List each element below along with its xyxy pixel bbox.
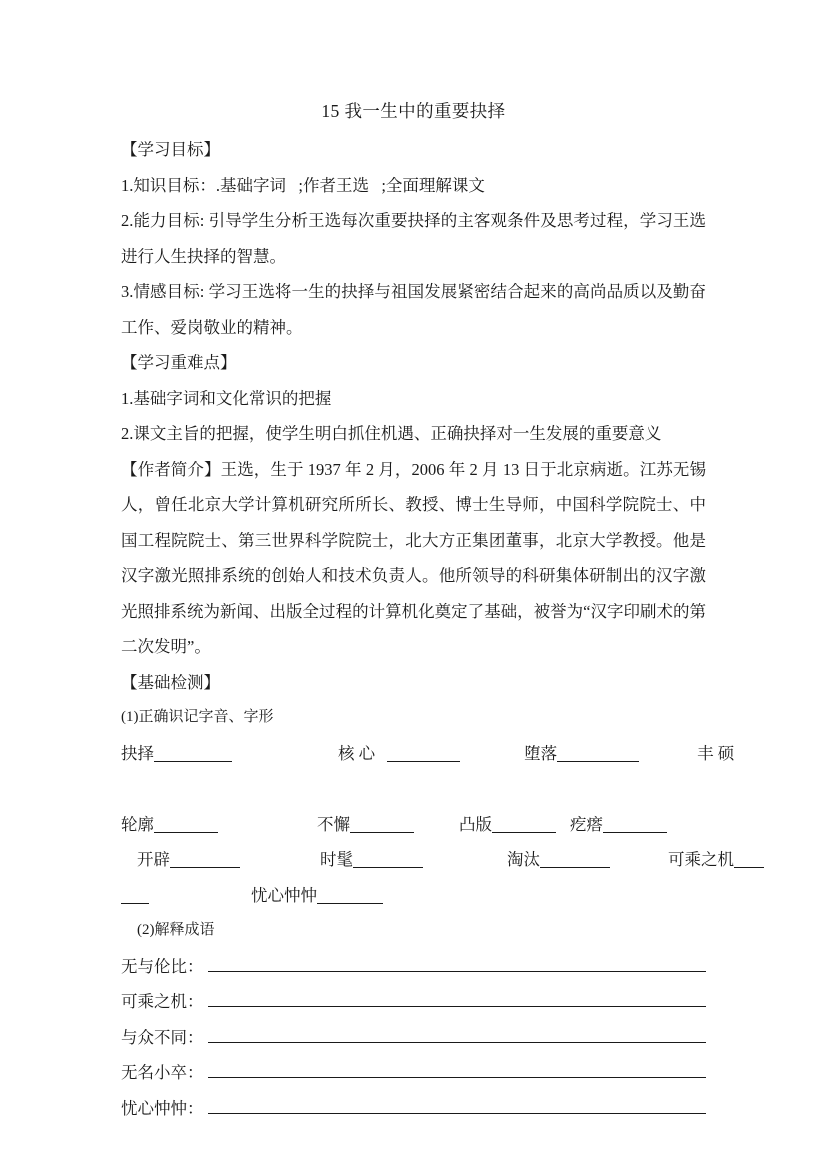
vocab-row-1 (121, 736, 735, 772)
idiom-row (121, 984, 706, 1020)
page-title: 15 我一生中的重要抉择 (321, 101, 506, 121)
vocab-blank[interactable] (734, 867, 764, 868)
idiom-answer-blank[interactable] (208, 991, 707, 1007)
vocab-row-3 (121, 842, 734, 878)
task-label-pronunciation: (1)正确识记字音、字形 (121, 709, 274, 725)
idiom-term: 可乘之机： (121, 992, 204, 1011)
vocab-blank[interactable] (350, 832, 414, 833)
vocab-word: 丰 硕 (697, 743, 735, 763)
document-body (121, 96, 735, 1126)
vocab-row-2 (121, 807, 706, 843)
idiom-term: 与众不同： (121, 1027, 204, 1047)
vocab-word: 开辟 (137, 850, 170, 869)
vocab-word: 核 心 (338, 743, 376, 763)
objective-item-1: 1.知识目标：.基础字词 ;作者王选 ;全面理解课文 (121, 175, 485, 195)
vocab-row-4 (121, 878, 706, 914)
idiom-term: 无与伦比： (121, 956, 204, 976)
keypoint-item-1: 1.基础字词和文化常识的把握 (121, 388, 332, 408)
vocab-blank-continuation[interactable] (121, 903, 149, 904)
section-heading-keypoints: 【学习重难点】 (121, 353, 237, 372)
vocab-word: 忧心忡忡 (251, 885, 317, 905)
objective-item-2: 2.能力目标: 引导学生分析王选每次重要抉择的主客观条件及思考过程，学习王选进行人生抉择的智慧。 (121, 211, 706, 266)
vocab-word: 时髦 (320, 850, 353, 869)
vocab-word: 不懈 (317, 814, 350, 834)
idiom-row (121, 1055, 706, 1091)
vocab-spacer (121, 771, 706, 807)
vocab-word: 淘汰 (507, 850, 540, 869)
vocab-blank[interactable] (540, 867, 610, 868)
author-bio-paragraph (121, 452, 706, 665)
vocab-blank[interactable] (154, 761, 232, 762)
vocab-blank[interactable] (387, 761, 460, 762)
task-label-idioms: (2)解释成语 (137, 922, 215, 938)
section-heading-objectives: 【学习目标】 (121, 140, 220, 159)
vocab-blank[interactable] (492, 832, 556, 833)
vocab-blank[interactable] (170, 867, 240, 868)
idiom-answer-blank[interactable] (208, 1062, 707, 1078)
idiom-answer-blank[interactable] (208, 956, 707, 972)
idiom-term: 无名小卒： (121, 1063, 204, 1082)
idiom-answer-blank[interactable] (208, 1027, 707, 1043)
vocab-blank[interactable] (603, 832, 667, 833)
vocab-word: 堕落 (524, 743, 558, 763)
vocab-word: 可乘之机 (668, 850, 734, 869)
idiom-term: 忧心忡忡： (121, 1098, 204, 1118)
idiom-row (121, 1091, 706, 1127)
idiom-row (121, 949, 706, 985)
vocab-word: 轮廓 (121, 814, 154, 834)
objective-item-3: 3.情感目标: 学习王选将一生的抉择与祖国发展紧密结合起来的高尚品质以及勤奋工作、爱岗敬业的精神。 (121, 282, 706, 337)
vocab-word: 凸版 (459, 814, 492, 834)
author-bio-heading: 【作者简介】 (121, 459, 221, 479)
idiom-answer-blank[interactable] (208, 1098, 707, 1114)
vocab-word: 疙瘩 (570, 814, 603, 834)
section-heading-basic-test: 【基础检测】 (121, 672, 220, 692)
author-bio-text: 王选，生于 1937 年 2 月，2006 年 2 月 13 日于北京病逝。江苏无锡人，曾任北京大学计算机研究所所长、教授、博士生导师，中国科学院院士、中国工程院院士、第三世界科学院院士，北大方正集团董事，北京大学教授。他是汉字激光照排系统的创始人和技术负责人。他所领导的科研集体研制出的汉字激光照排系统为新闻、出版全过程的计算机化奠定了基础，被誉为“汉字印刷术的第二次发明”。 (121, 459, 707, 656)
vocab-blank[interactable] (557, 761, 639, 762)
vocab-blank[interactable] (353, 867, 423, 868)
vocab-blank[interactable] (317, 903, 383, 904)
idiom-row (121, 1020, 706, 1056)
vocab-word: 抉择 (121, 743, 154, 763)
vocab-blank[interactable] (154, 832, 218, 833)
keypoint-item-2: 2.课文主旨的把握，使学生明白抓住机遇、正确抉择对一生发展的重要意义 (121, 424, 662, 443)
